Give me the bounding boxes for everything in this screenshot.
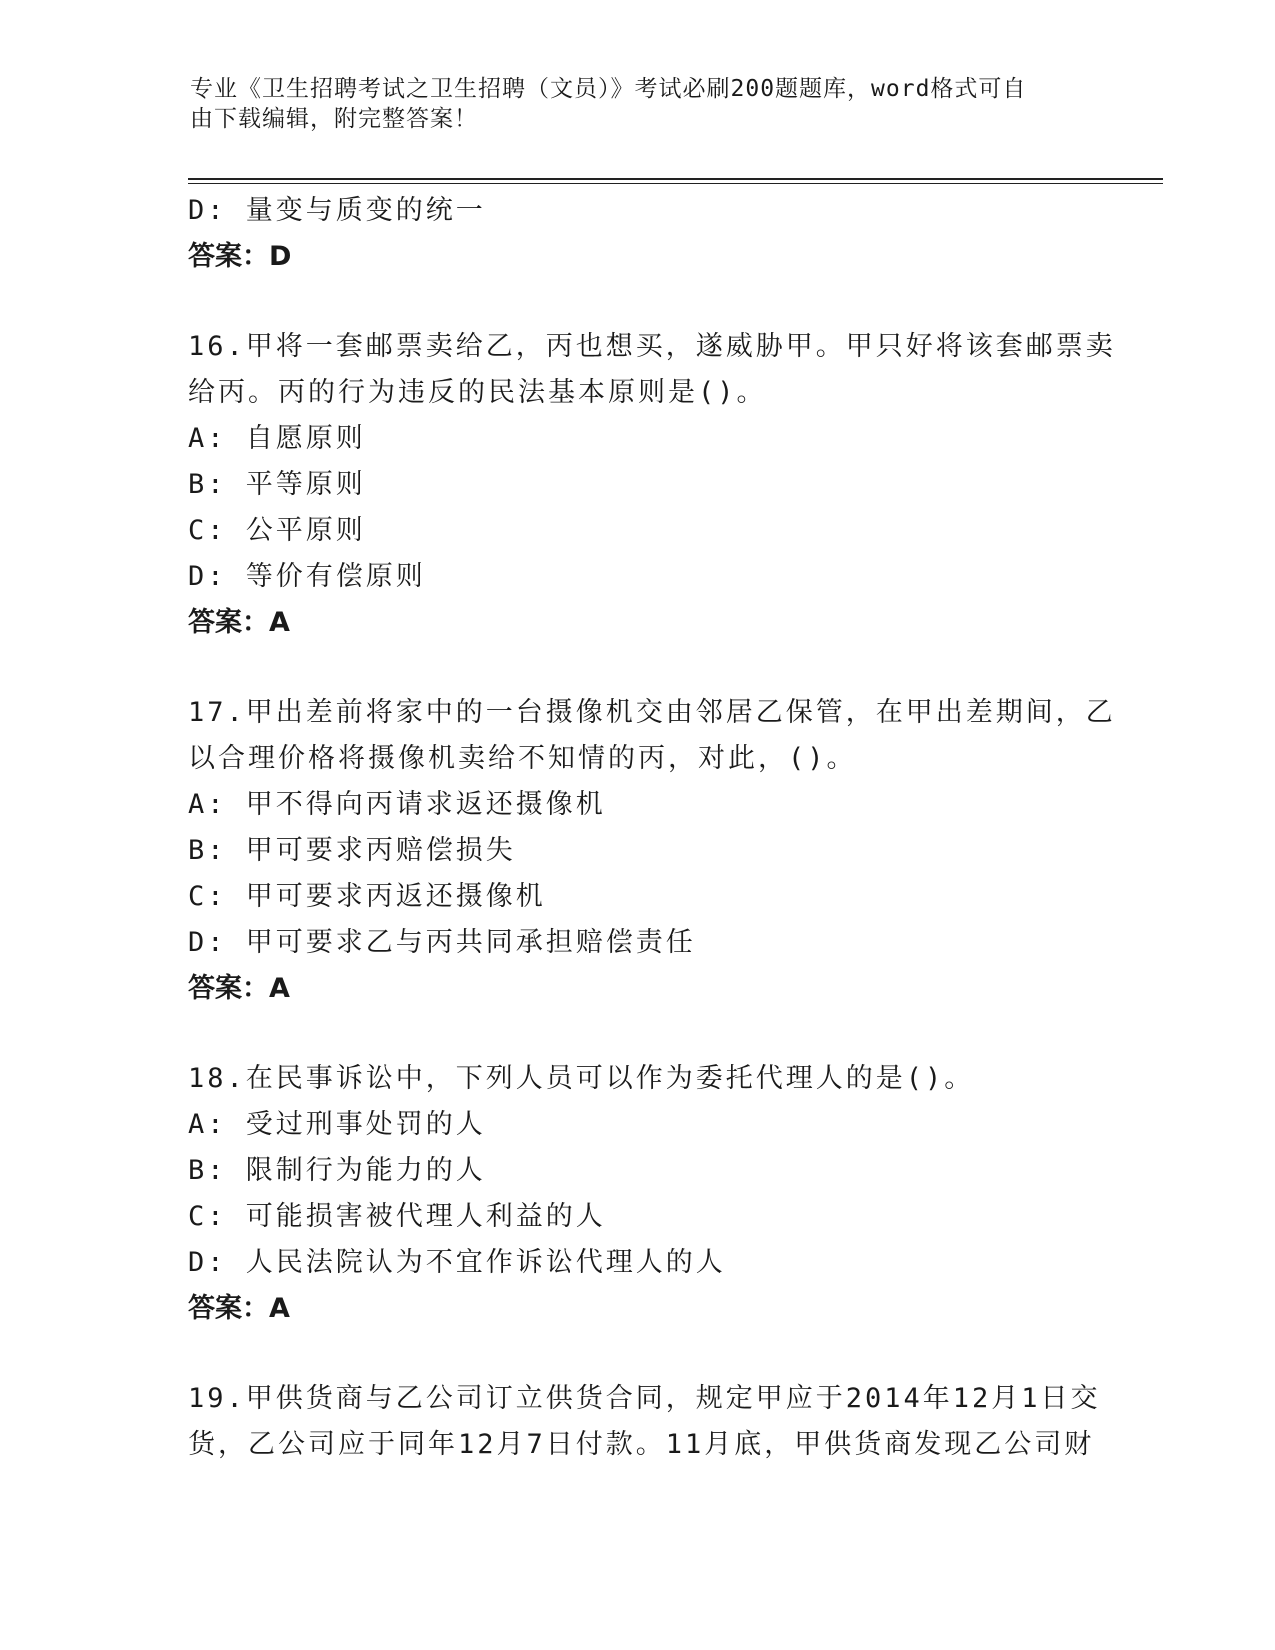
question-stem: 18.在民事诉讼中，下列人员可以作为委托代理人的是()。 [188, 1063, 975, 1094]
question-stem: 货，乙公司应于同年12月7日付款。11月底，甲供货商发现乙公司财 [188, 1429, 1095, 1460]
option-d: D: 人民法院认为不宜作诉讼代理人的人 [188, 1247, 726, 1278]
option-b: B: 甲可要求丙赔偿损失 [188, 835, 516, 866]
header-divider-thick [188, 178, 1163, 180]
header-line-2: 由下载编辑，附完整答案！ [190, 106, 478, 132]
header-line-1: 专业《卫生招聘考试之卫生招聘（文员）》考试必刷200题题库，word格式可自 [190, 76, 1027, 102]
option-a: A: 自愿原则 [188, 423, 366, 454]
option-b: B: 平等原则 [188, 469, 366, 500]
option-d: D: 等价有偿原则 [188, 561, 426, 592]
question-stem: 给丙。丙的行为违反的民法基本原则是()。 [188, 377, 767, 408]
document-header [190, 74, 1090, 134]
previous-question-tail [188, 188, 1088, 280]
question-17 [188, 690, 1116, 1012]
answer-line: 答案：A [188, 973, 290, 1004]
option-c: C: 甲可要求丙返还摄像机 [188, 881, 546, 912]
answer-line: 答案：A [188, 1293, 290, 1324]
option-a: A: 受过刑事处罚的人 [188, 1109, 486, 1140]
question-stem: 以合理价格将摄像机卖给不知情的丙，对此，()。 [188, 743, 857, 774]
answer-line: 答案：D [188, 241, 292, 272]
option-d: D: 量变与质变的统一 [188, 195, 486, 226]
option-b: B: 限制行为能力的人 [188, 1155, 486, 1186]
question-stem: 16.甲将一套邮票卖给乙，丙也想买，遂威胁甲。甲只好将该套邮票卖 [188, 331, 1116, 362]
option-c: C: 可能损害被代理人利益的人 [188, 1201, 606, 1232]
question-16 [188, 324, 1116, 646]
question-stem: 17.甲出差前将家中的一台摄像机交由邻居乙保管，在甲出差期间，乙 [188, 697, 1116, 728]
option-a: A: 甲不得向丙请求返还摄像机 [188, 789, 606, 820]
question-stem: 19.甲供货商与乙公司订立供货合同，规定甲应于2014年12月1日交 [188, 1383, 1101, 1414]
question-content [188, 188, 1116, 1468]
question-18 [188, 1056, 1088, 1332]
question-19 [188, 1376, 1101, 1468]
option-d: D: 甲可要求乙与丙共同承担赔偿责任 [188, 927, 696, 958]
option-c: C: 公平原则 [188, 515, 366, 546]
header-divider-thin [188, 183, 1163, 184]
answer-line: 答案：A [188, 607, 290, 638]
